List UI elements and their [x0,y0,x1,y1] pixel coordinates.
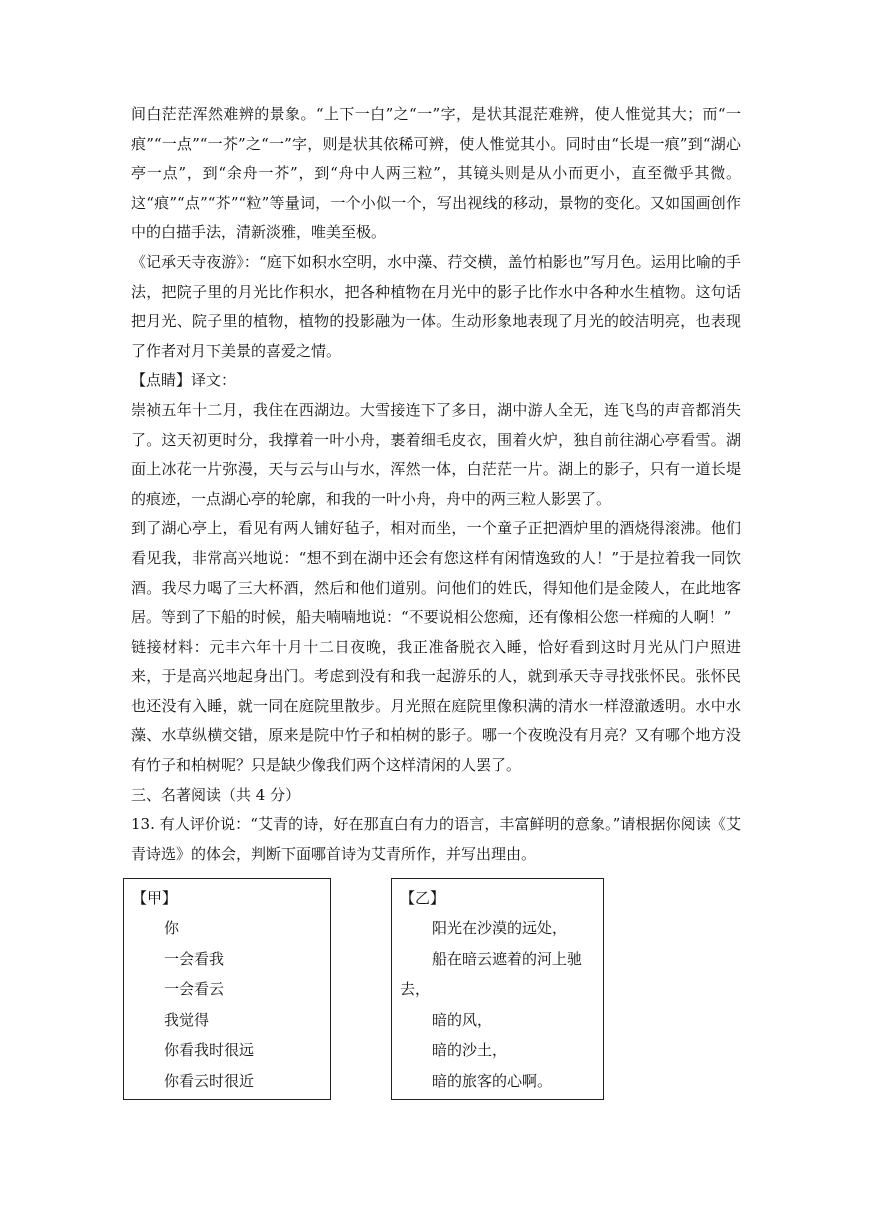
poem-box-yi [391,878,604,1100]
poem-line: 去， [400,980,431,999]
poem-line: 暗的风， [432,1010,493,1029]
poem-line: 暗的旅客的心啊。 [432,1071,553,1090]
document-body [131,100,741,1104]
poem-line: 我觉得 [164,1010,210,1029]
poem-line: 阳光在沙漠的远处， [432,919,568,938]
poem-line: 你看我时很远 [164,1041,255,1060]
poem-line: 你 [164,919,180,938]
paragraph-translation-2: 到了湖心亭上，看见有两人铺好毡子，相对而坐，一个童子正把酒炉里的酒烧得滚沸。他们看见我，非常高兴地说：“想不到在湖中还会有您这样有闲情逸致的人！”于是拉着我一同饮酒。我尽力喝了三大杯酒，然后和他们道别。问他们的姓氏，得知他们是金陵人，在此地客居。等到了下船的时候，船夫喃喃地说：“不要说相公您痴，还有像相公您一样痴的人啊！” [131,519,741,627]
paragraph-analysis-chengtian: 《记承天寺夜游》：“庭下如积水空明，水中藻、荇交横，盖竹柏影也”写月色。运用比喻的手法，把院子里的月光比作积水，把各种植物在月光中的影子比作水中各种水生植物。这句话把月光、院子里的植物，植物的投影融为一体。生动形象地表现了月光的皎洁明亮，也表现了作者对月下美景的喜爱之情。 [131,252,741,360]
paragraph-analysis-lake: 间白茫茫浑然难辨的景象。“上下一白”之“一”字，是状其混茫难辨，使人惟觉其大；而“一痕”“一点”“一芥”之“一”字，则是状其依稀可辨，使人惟觉其小。同时由“长堤一痕”到“湖心亭一点”，到“余舟一芥”，到“舟中人两三粒”，其镜头则是从小而更小，直至微乎其微。这“痕”“点”“芥”“粒”等量词，一个小似一个，写出视线的移动，景物的变化。又如国画创作中的白描手法，清新淡雅，唯美至极。 [131,105,741,242]
paragraph-translation-heading: 【点睛】译文： [131,371,237,390]
poem-line: 一会看我 [164,949,225,968]
paragraph-link-material: 链接材料：元丰六年十月十二日夜晚，我正准备脱衣入睡，恰好看到这时月光从门户照进来，于是高兴地起身出门。考虑到没有和我一起游乐的人，就到承天寺寻找张怀民。张怀民也还没有入睡，就一同在庭院里散步。月光照在庭院里像积满的清水一样澄澈透明。水中水藻、水草纵横交错，原来是院中竹子和柏树的影子。哪一个夜晚没有月亮？又有哪个地方没有竹子和柏树呢？只是缺少像我们两个这样清闲的人罢了。 [131,637,741,775]
question-13: 13. 有人评价说：“艾青的诗，好在那直白有力的语言，丰富鲜明的意象。”请根据你阅读《艾青诗选》的体会，判断下面哪首诗为艾青所作，并写出理由。 [131,815,741,863]
poem-line: 你看云时很近 [164,1071,255,1090]
paragraph-translation-1: 崇祯五年十二月，我住在西湖边。大雪接连下了多日，湖中游人全无，连飞鸟的声音都消失了。这天初更时分，我撑着一叶小舟，裹着细毛皮衣，围着火炉，独自前往湖心亭看雪。湖面上冰花一片弥漫，天与云与山与水，浑然一体，白茫茫一片。湖上的影子，只有一道长堤的痕迹，一点湖心亭的轮廓，和我的一叶小舟，舟中的两三粒人影罢了。 [131,400,741,508]
poem-tag-jia: 【甲】 [132,889,178,908]
poem-box-jia [123,878,331,1100]
section-heading: 三、名著阅读（共 4 分） [131,785,301,804]
poem-line: 暗的沙土， [432,1041,508,1060]
poem-comparison [131,878,741,1104]
poem-tag-yi: 【乙】 [400,889,446,908]
poem-line: 一会看云 [164,980,225,999]
poem-line: 船在暗云遮着的河上驰 [432,949,583,968]
